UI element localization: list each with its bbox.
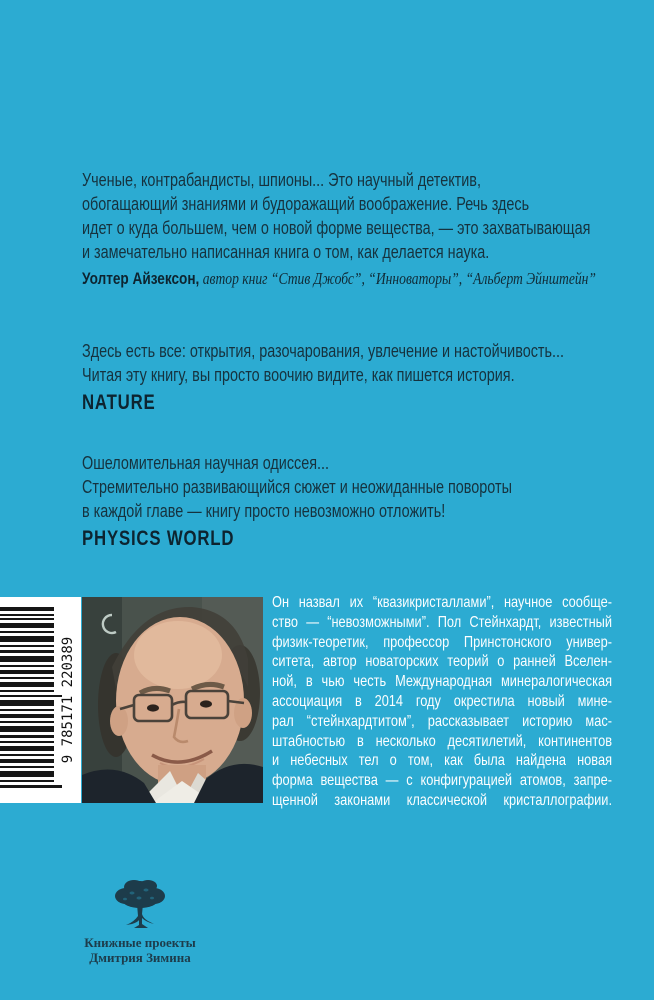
quote-line: идет о куда большем, чем о новой форме вещества, — это захватывающая <box>82 218 591 238</box>
annotation-line: Он назвал их “квазикристаллами”, научное сообще- <box>272 594 612 611</box>
annotation-line: щенной законами классической кристаллографии. <box>272 791 612 809</box>
quote-line: Ошеломительная научная одиссея... <box>82 453 330 473</box>
quote-line: и замечательно написанная книга о том, как делается наука. <box>82 242 490 262</box>
barcode-number: 9 785171 220389 <box>60 636 76 764</box>
bottom-strip <box>0 594 654 809</box>
barcode-bars <box>0 597 81 803</box>
tree-icon <box>108 876 172 930</box>
annotation-line: ситета, автор новаторских теорий о ранней Вселен- <box>272 653 612 671</box>
quote-block-isaacson <box>82 168 654 291</box>
quote-author-books: автор книг “Стив Джобс”, “Инноваторы”, “Альберт Эйнштейн” <box>199 269 596 288</box>
annotation-line: физик-теоретик, профессор Принстонского универ- <box>272 633 612 651</box>
annotation-line: рал “стейнхардтитом”, рассказывает историю мас- <box>272 712 612 730</box>
annotation-line: ной, в чью честь Международная минералогическая <box>272 673 612 691</box>
book-annotation <box>272 593 612 811</box>
author-photo <box>82 597 263 803</box>
author-portrait-image <box>82 597 263 803</box>
annotation-line: ство — “невозможными”. Пол Стейнхардт, известный <box>272 613 612 631</box>
quote-block-physics-world <box>82 451 654 551</box>
quote-line: Стремительно развивающийся сюжет и неожиданные повороты <box>82 477 512 497</box>
quote-line: обогащающий знаниями и будоражащий воображение. Речь здесь <box>82 194 530 214</box>
annotation-line: форма вещества — с конфигурацией атомов, запре- <box>272 772 612 790</box>
quote-line: в каждой главе — книгу просто невозможно отложить! <box>82 501 446 521</box>
publisher-name-line2: Дмитрия Зимина <box>89 950 191 965</box>
annotation-line: штабностью в несколько десятилетий, континентов <box>272 732 612 750</box>
quote-attribution <box>82 266 654 291</box>
quote-source: PHYSICS WORLD <box>82 527 235 550</box>
quote-block-nature <box>82 339 654 415</box>
quote-line: Читая эту книгу, вы просто воочию видите, как пишется история. <box>82 365 515 385</box>
publisher-logo <box>62 876 218 965</box>
quote-line: Здесь есть все: открытия, разочарования, увлечение и настойчивость... <box>82 341 565 361</box>
publisher-name-line1: Книжные проекты <box>84 935 196 950</box>
quote-source: NATURE <box>82 391 156 414</box>
annotation-line: и небесных тел о том, как была найдена новая <box>272 752 612 770</box>
barcode <box>0 597 81 803</box>
quote-line: Ученые, контрабандисты, шпионы... Это научный детектив, <box>82 170 481 190</box>
quote-author-name: Уолтер Айзексон, <box>82 269 200 288</box>
annotation-line: ассоциация в 2014 году окрестила новый мине- <box>272 692 612 710</box>
